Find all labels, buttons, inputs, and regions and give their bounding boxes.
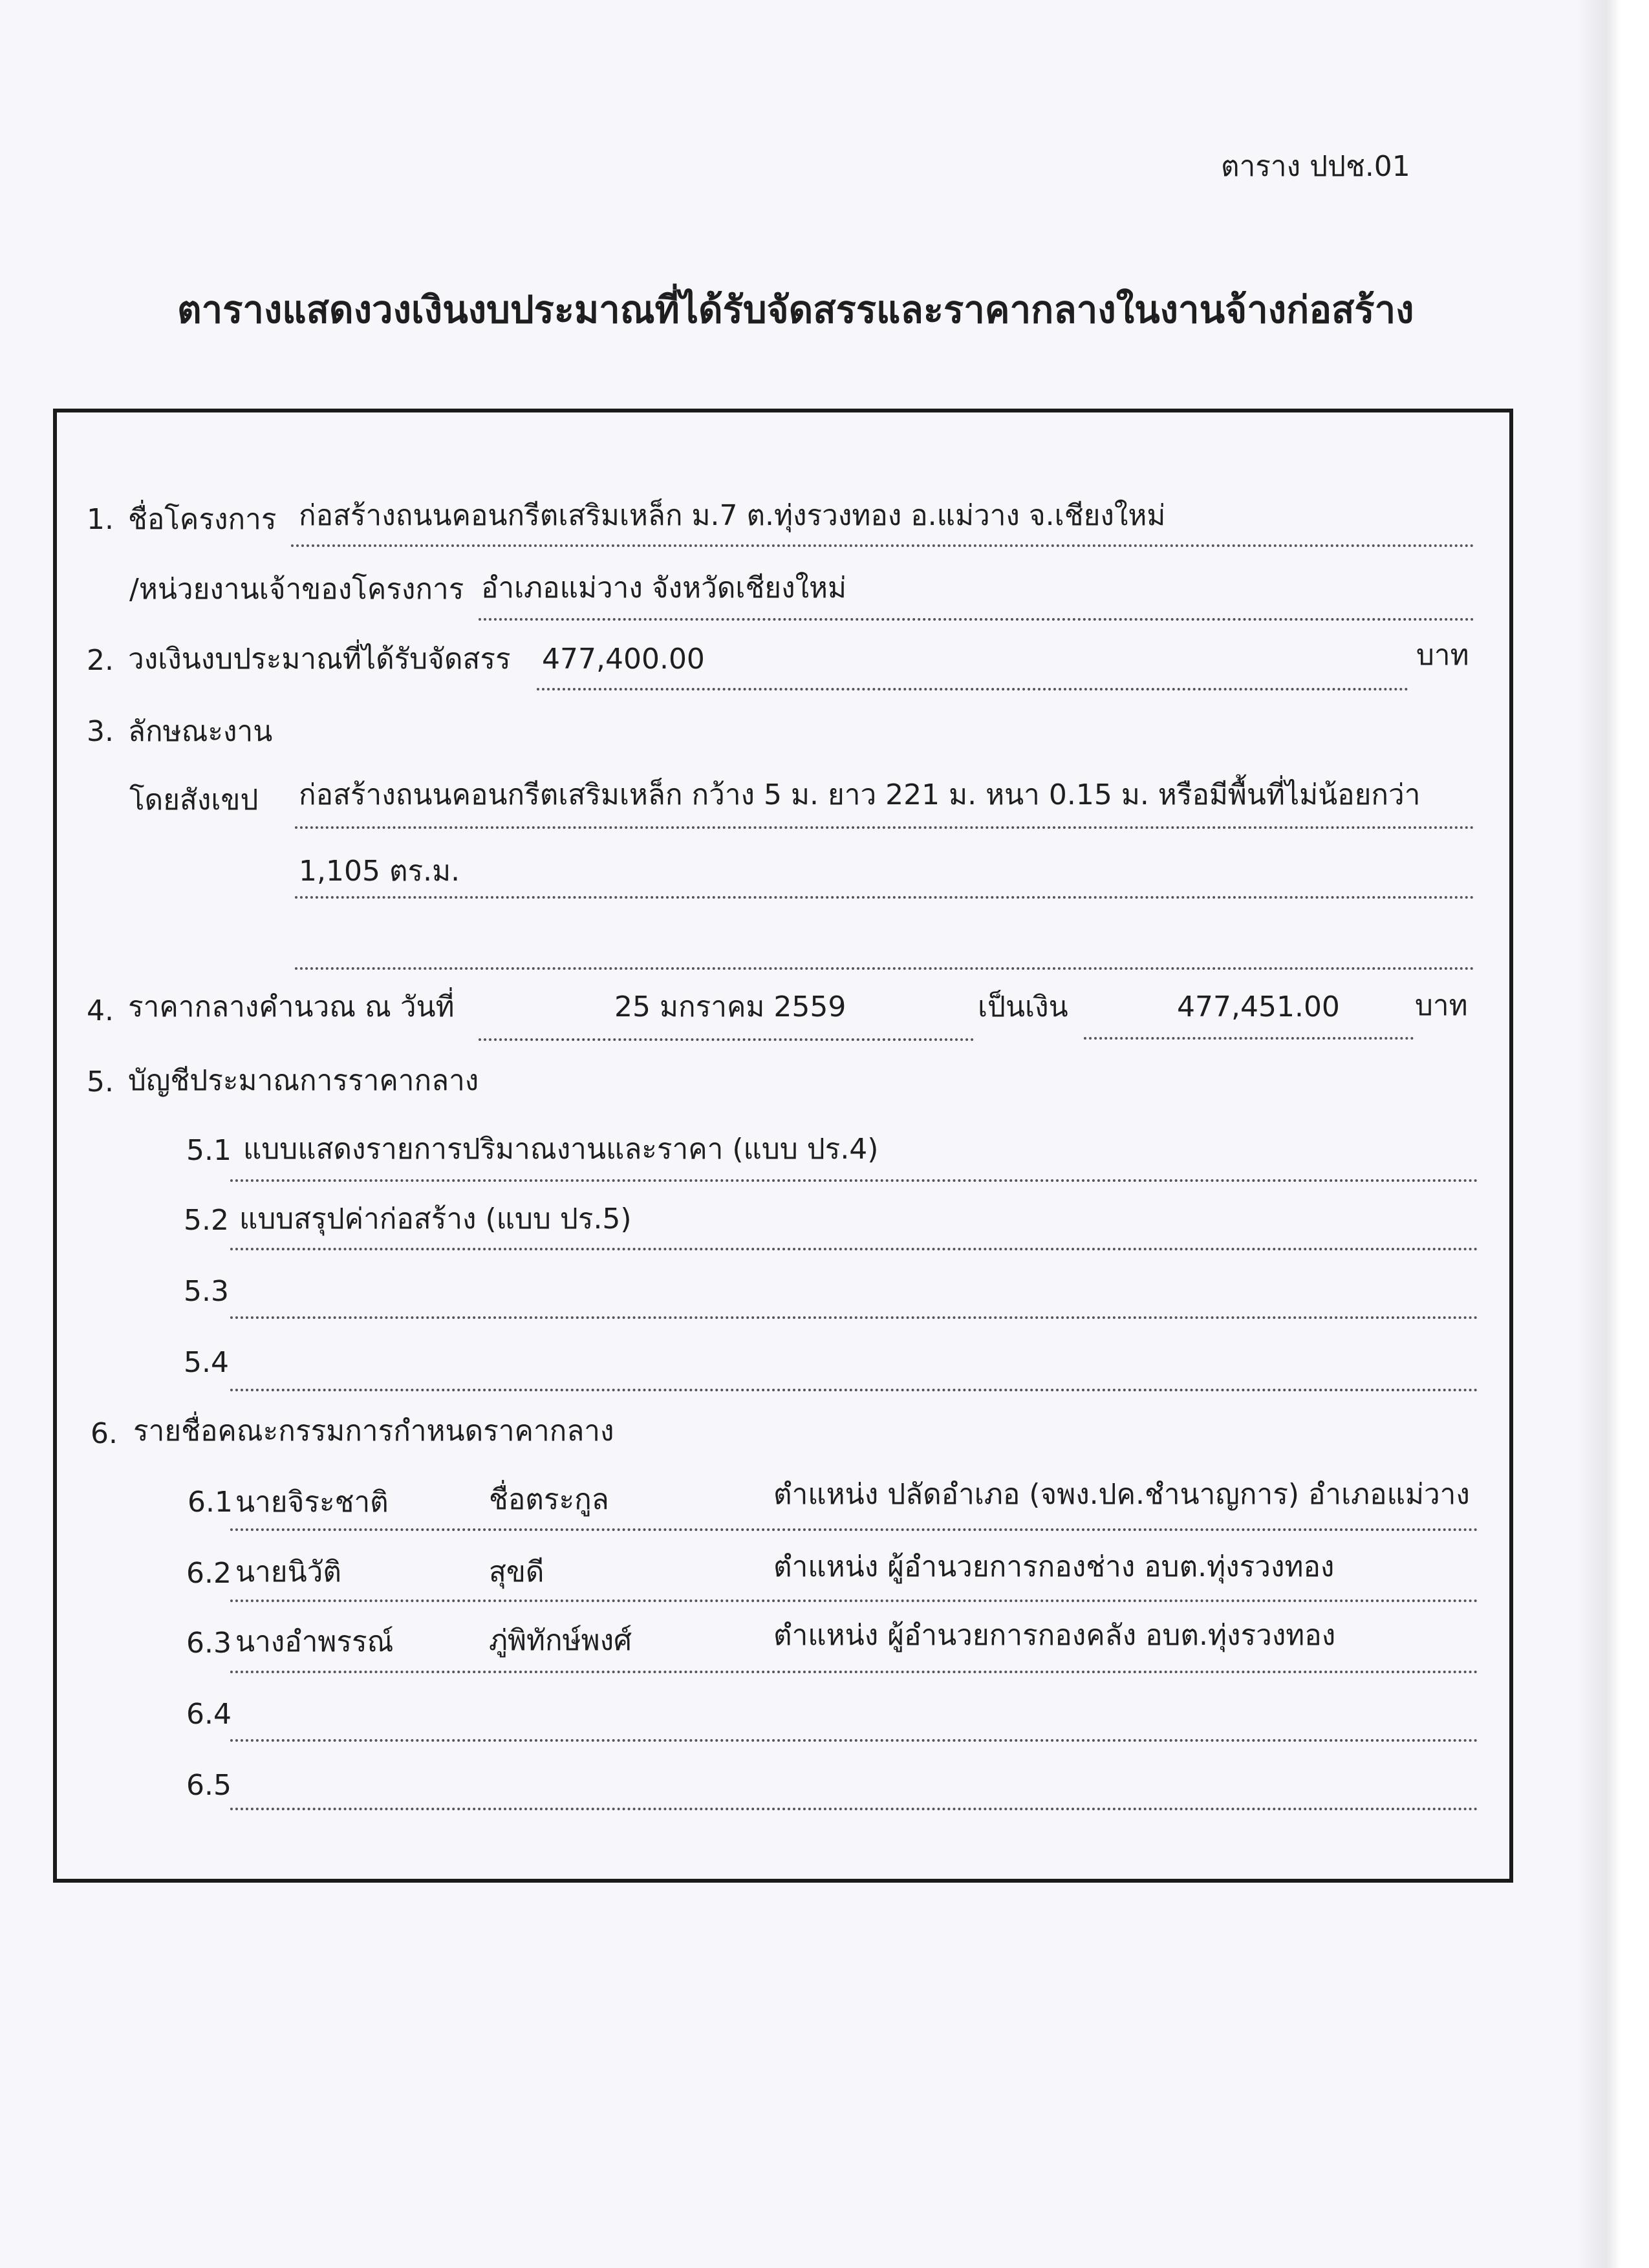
item5-sub-line	[230, 1248, 1478, 1250]
item1-owner-value: อำเภอแม่วาง จังหวัดเชียงใหม่	[481, 572, 847, 604]
item4-number: 4.	[87, 994, 114, 1027]
item5-sub-no: 5.1	[186, 1134, 232, 1167]
item1-number: 1.	[87, 503, 114, 536]
item1-owner-label: /หน่วยงานเจ้าของโครงการ	[129, 573, 464, 606]
item5-sub-line	[230, 1179, 1478, 1182]
item3-line2: 1,105 ตร.ม.	[299, 855, 460, 888]
member-line	[230, 1599, 1478, 1602]
item1-value: ก่อสร้างถนนคอนกรีตเสริมเหล็ก ม.7 ต.ทุ่งรวงทอง อ.แม่วาง จ.เชียงใหม่	[299, 499, 1166, 532]
item4-amount: 477,451.00	[1177, 990, 1340, 1023]
item4-amount-line	[1084, 1037, 1414, 1040]
item4-label: ราคากลางคำนวณ ณ วันที่	[128, 990, 455, 1023]
item1-owner-line	[479, 618, 1474, 621]
item5-sub-line	[230, 1389, 1478, 1391]
member-position: ตำแหน่ง ผู้อำนวยการกองคลัง อบต.ทุ่งรวงทอง	[773, 1619, 1336, 1652]
member-first-name: นายจิระชาติ	[235, 1486, 389, 1519]
item2-value-line	[537, 688, 1408, 690]
item3-line3-rule	[295, 967, 1474, 970]
scan-page-edge	[1578, 0, 1649, 2268]
item4-unit: บาท	[1415, 989, 1468, 1022]
item2-label: วงเงินงบประมาณที่ได้รับจัดสรร	[128, 643, 511, 676]
member-first-name: นางอำพรรณ์	[235, 1625, 394, 1658]
item5-label: บัญชีประมาณการราคากลาง	[128, 1064, 479, 1097]
member-first-name: นายนิวัติ	[235, 1556, 341, 1589]
member-no: 6.4	[186, 1698, 232, 1731]
item5-sub-line	[230, 1316, 1478, 1319]
member-no: 6.3	[186, 1627, 232, 1660]
member-position: ตำแหน่ง ปลัดอำเภอ (จพง.ปค.ชำนาญการ) อำเภอแม่วาง	[773, 1478, 1470, 1511]
item3-summary-label: โดยสังเขป	[129, 784, 259, 817]
item2-number: 2.	[87, 644, 114, 677]
item5-sub-text: แบบแสดงรายการปริมาณงานและราคา (แบบ ปร.4)	[243, 1133, 879, 1166]
item3-label: ลักษณะงาน	[128, 715, 273, 748]
page-title: ตารางแสดงวงเงินงบประมาณที่ได้รับจัดสรรและราคากลางในงานจ้างก่อสร้าง	[177, 288, 1414, 332]
item4-date: 25 มกราคม 2559	[614, 990, 846, 1023]
item3-number: 3.	[87, 715, 114, 748]
member-line	[230, 1671, 1478, 1673]
item6-number: 6.	[91, 1417, 118, 1450]
item4-date-line	[479, 1038, 974, 1041]
item2-unit: บาท	[1416, 639, 1469, 672]
member-position: ตำแหน่ง ผู้อำนวยการกองช่าง อบต.ทุ่งรวงทอง	[773, 1550, 1335, 1583]
item3-line2-rule	[295, 896, 1474, 899]
member-line	[230, 1808, 1478, 1810]
item3-line1: ก่อสร้างถนนคอนกรีตเสริมเหล็ก กว้าง 5 ม. ยาว 221 ม. หนา 0.15 ม. หรือมีพื้นที่ไม่น้อยกว่า	[299, 778, 1421, 811]
item3-line1-rule	[295, 826, 1474, 829]
item5-sub-no: 5.2	[184, 1204, 229, 1237]
member-no: 6.2	[186, 1557, 232, 1590]
item1-label: ชื่อโครงการ	[128, 503, 277, 536]
item5-sub-no: 5.4	[184, 1346, 229, 1379]
item5-sub-text: แบบสรุปค่าก่อสร้าง (แบบ ปร.5)	[239, 1203, 632, 1236]
item5-number: 5.	[87, 1065, 114, 1098]
member-no: 6.5	[186, 1769, 232, 1802]
item4-amount-label: เป็นเงิน	[978, 990, 1068, 1023]
item1-value-line	[291, 544, 1474, 547]
member-last-name: สุขดี	[489, 1556, 544, 1589]
member-last-name: ภู่พิทักษ์พงศ์	[489, 1624, 632, 1657]
member-line	[230, 1739, 1478, 1742]
item5-sub-no: 5.3	[184, 1275, 229, 1308]
document-code: ตาราง ปปช.01	[1221, 150, 1410, 183]
item6-label: รายชื่อคณะกรรมการกำหนดราคากลาง	[133, 1415, 614, 1448]
member-last-name: ชื่อตระกูล	[489, 1483, 609, 1516]
member-no: 6.1	[188, 1486, 233, 1519]
item2-value: 477,400.00	[542, 643, 705, 676]
member-line	[230, 1528, 1478, 1531]
